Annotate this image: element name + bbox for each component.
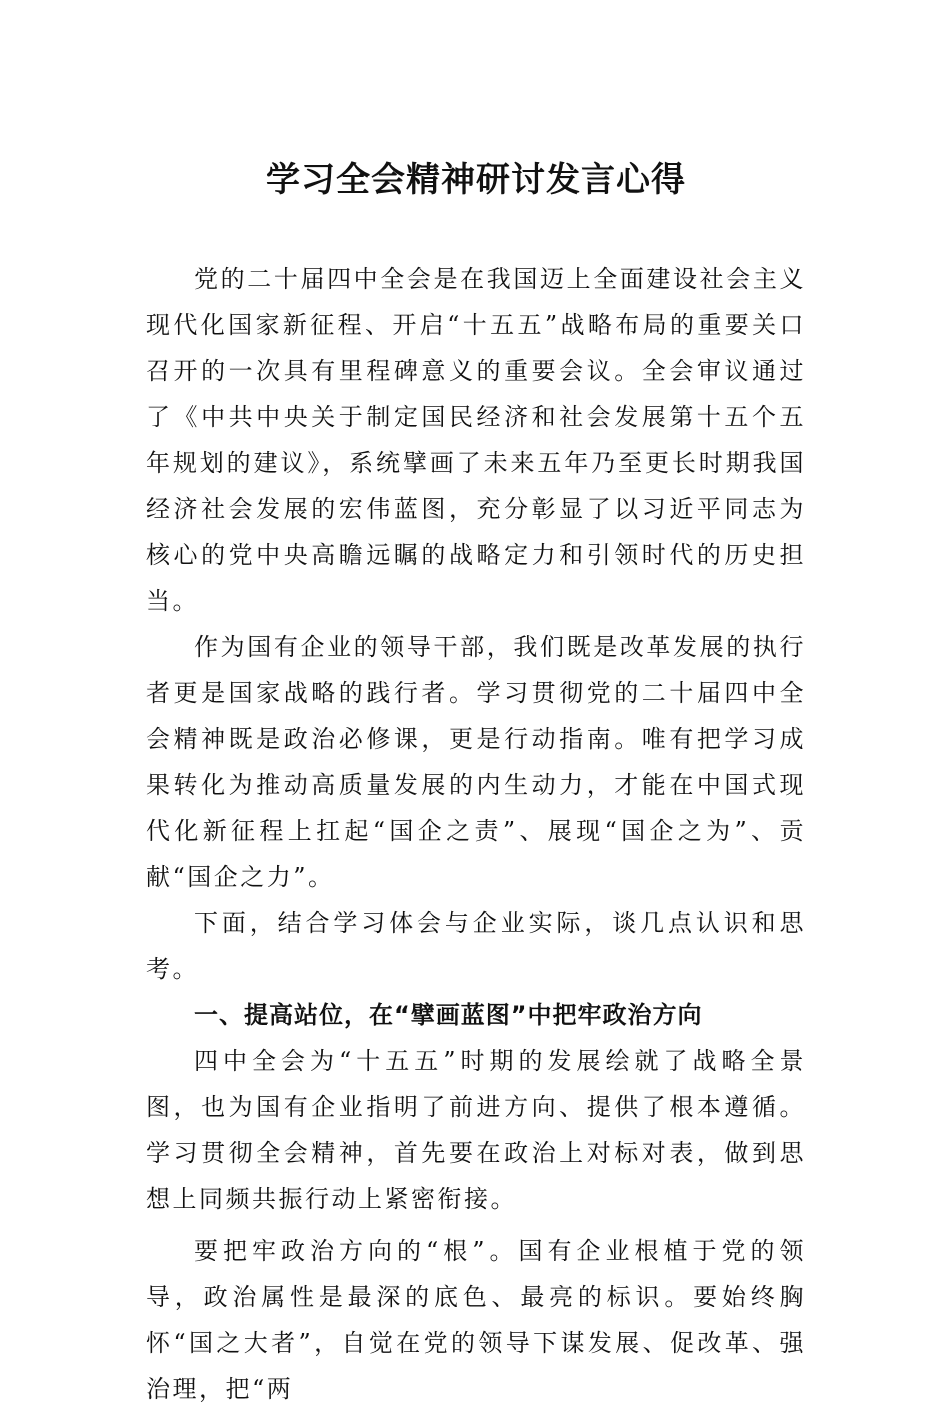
document-page bbox=[146, 150, 806, 1412]
section-1-paragraph-2: 要把牢政治方向的“根”。国有企业根植于党的领导，政治属性是最深的底色、最亮的标识。要始终胸怀“国之大者”，自觉在党的领导下谋发展、促改革、强治理，把“两 bbox=[146, 1237, 806, 1403]
section-heading-1: 一、提高站位，在“擘画蓝图”中把牢政治方向 bbox=[194, 1001, 703, 1029]
intro-paragraph-1: 党的二十届四中全会是在我国迈上全面建设社会主义现代化国家新征程、开启“十五五”战略布局的重要关口召开的一次具有里程碑意义的重要会议。全会审议通过了《中共中央关于制定国民经济和社会发展第十五个五年规划的建议》，系统擘画了未来五年乃至更长时期我国经济社会发展的宏伟蓝图，充分彰显了以习近平同志为核心的党中央高瞻远瞩的战略定力和引领时代的历史担当。 bbox=[146, 265, 806, 615]
section-1-paragraph-1: 四中全会为“十五五”时期的发展绘就了战略全景图，也为国有企业指明了前进方向、提供了根本遵循。学习贯彻全会精神，首先要在政治上对标对表，做到思想上同频共振行动上紧密衔接。 bbox=[146, 1047, 806, 1213]
intro-paragraph-3: 下面，结合学习体会与企业实际，谈几点认识和思考。 bbox=[146, 909, 806, 983]
document-body bbox=[146, 256, 806, 1412]
document-title: 学习全会精神研讨发言心得 bbox=[266, 160, 686, 200]
intro-paragraph-2: 作为国有企业的领导干部，我们既是改革发展的执行者更是国家战略的践行者。学习贯彻党的二十届四中全会精神既是政治必修课，更是行动指南。唯有把学习成果转化为推动高质量发展的内生动力，才能在中国式现代化新征程上扛起“国企之责”、展现“国企之为”、贡献“国企之力”。 bbox=[146, 633, 806, 891]
